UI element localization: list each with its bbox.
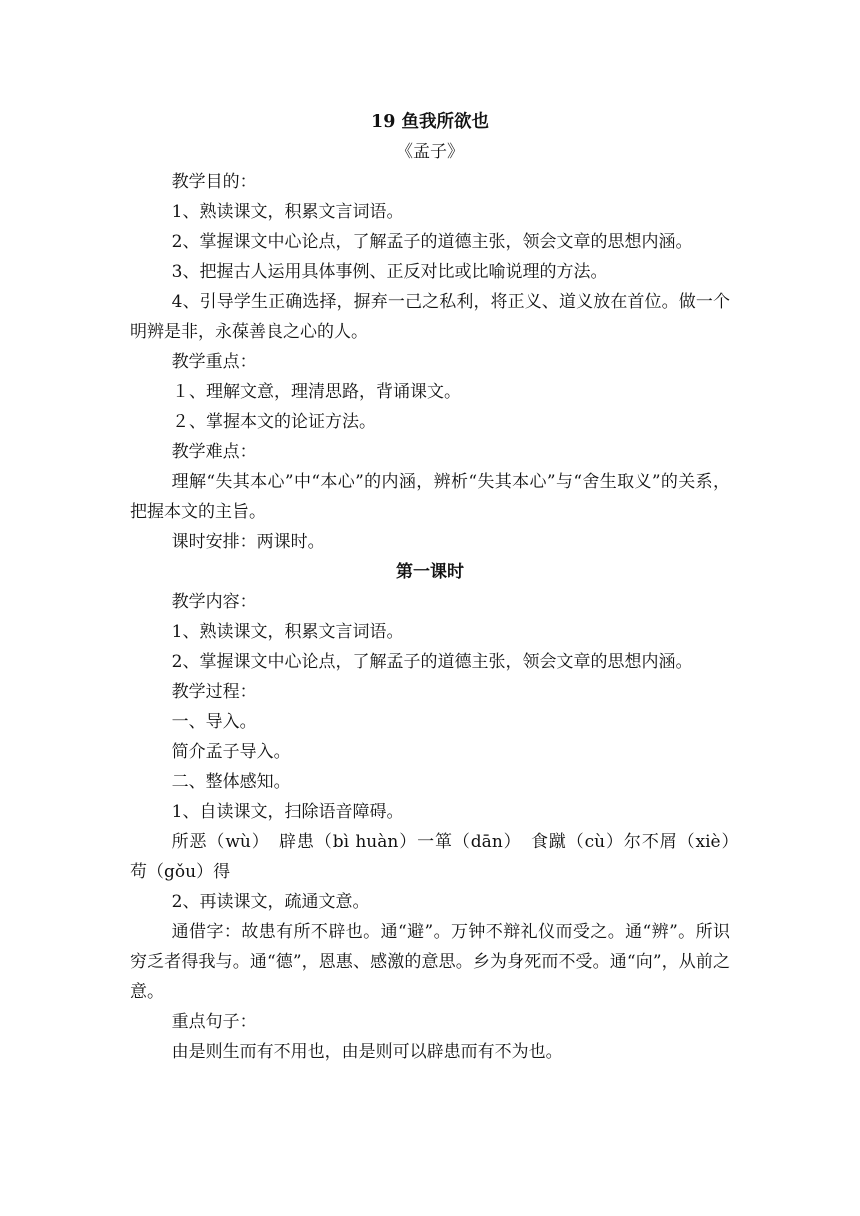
heading-difficulties: 教学难点： (171, 442, 257, 462)
key-point-2: ２、掌握本文的论证方法。 (172, 412, 376, 432)
pronunciation-list: 所恶（wù） 辟患（bì huàn）一箪（dān） 食蹴（cù）尔不屑（xiè） 苟（gǒu）得 (130, 832, 747, 882)
document-author: 《孟子》 (396, 142, 464, 162)
heading-teaching-process: 教学过程： (171, 682, 257, 702)
goal-item-1: 1、熟读课文，积累文言词语。 (171, 202, 404, 222)
heading-teaching-goals: 教学目的： (171, 172, 257, 192)
process-substep-1: 1、自读课文，扫除语音障碍。 (171, 802, 404, 822)
heading-key-points: 教学重点： (171, 352, 257, 372)
tongjiazi-text: 通借字：故患有所不辟也。通“避”。万钟不辩礼仪而受之。通“辨”。所识穷乏者得我与。通“德”，恩惠、感激的意思。乡为身死而不受。通“向”，从前之意。 (130, 922, 730, 1002)
process-substep-2: 2、再读课文，疏通文意。 (171, 892, 370, 912)
document-body (130, 107, 747, 1067)
key-sentence-1: 由是则生而有不用也，由是则可以辟患而有不为也。 (171, 1042, 563, 1062)
process-step-overall: 二、整体感知。 (171, 772, 291, 792)
schedule-text: 课时安排：两课时。 (171, 532, 325, 552)
difficulty-text: 理解“失其本心”中“本心”的内涵，辨析“失其本心”与“舍生取义”的关系，把握本文的主旨。 (130, 472, 730, 522)
section-title-first-lesson: 第一课时 (396, 562, 464, 582)
goal-item-2: 2、掌握课文中心论点，了解孟子的道德主张，领会文章的思想内涵。 (171, 232, 693, 252)
process-intro-text: 简介孟子导入。 (171, 742, 291, 762)
key-point-1: １、理解文意，理清思路，背诵课文。 (172, 382, 461, 402)
content-item-1: 1、熟读课文，积累文言词语。 (171, 622, 404, 642)
heading-key-sentences: 重点句子： (171, 1012, 257, 1032)
process-step-intro: 一、导入。 (171, 712, 257, 732)
document-title: 19 鱼我所欲也 (371, 112, 489, 132)
goal-item-4: 4、引导学生正确选择，摒弃一己之私利，将正义、道义放在首位。做一个明辨是非，永葆善良之心的人。 (130, 292, 730, 342)
goal-item-3: 3、把握古人运用具体事例、正反对比或比喻说理的方法。 (171, 262, 608, 282)
heading-teaching-content: 教学内容： (171, 592, 257, 612)
content-item-2: 2、掌握课文中心论点，了解孟子的道德主张，领会文章的思想内涵。 (171, 652, 693, 672)
